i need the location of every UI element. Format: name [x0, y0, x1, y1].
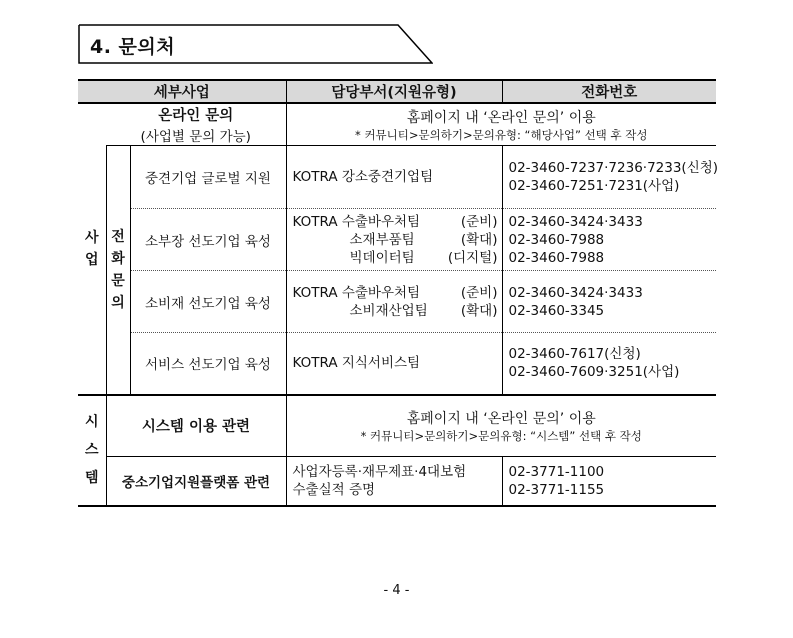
system-dept-line2: * 커뮤니티>문의하기>문의유형: “시스템” 선택 후 작성 — [360, 428, 642, 443]
department-line: 사업자등록·재무제표·4대보험 — [292, 463, 467, 480]
online-business-cell — [106, 103, 286, 146]
phone-number: 02-3460-7609·3251(사업) — [508, 364, 680, 381]
phone-number: 02-3460-3424·3433 — [508, 284, 643, 301]
group-business: 사 업 — [78, 103, 106, 395]
department-cell — [286, 333, 502, 395]
subgroup-phone: 전 화 문 의 — [106, 146, 130, 395]
table-row-online — [78, 103, 716, 146]
department-line: 수출실적 증명 — [292, 481, 376, 498]
table-row-system — [78, 395, 716, 457]
phone-cell — [502, 271, 716, 333]
system-dept-cell — [286, 395, 716, 457]
business-name: 소부장 선도기업 육성 — [130, 209, 286, 271]
header-department: 담당부서(지원유형) — [286, 80, 502, 103]
header-business: 세부사업 — [78, 80, 286, 103]
department-line: KOTRA 강소중견기업팀 — [292, 169, 434, 185]
phone-number: 02-3460-7251·7231(사업) — [508, 178, 680, 194]
group-system: 시 스 템 — [78, 395, 106, 506]
table-header-row — [78, 80, 716, 103]
department-cell — [286, 146, 502, 209]
system-business-name: 시스템 이용 관련 — [106, 395, 286, 457]
phone-cell — [502, 457, 716, 506]
section-title-box — [78, 24, 433, 64]
department-line: KOTRA 수출바우처팀 (준비) — [292, 284, 498, 301]
department-cell — [286, 209, 502, 271]
phone-cell — [502, 333, 716, 395]
business-name: 서비스 선도기업 육성 — [130, 333, 286, 395]
table-row — [78, 457, 716, 506]
phone-number: 02-3460-7988 — [508, 249, 605, 266]
department-line: KOTRA 지식서비스팀 — [292, 355, 421, 372]
phone-cell — [502, 146, 719, 209]
online-subtitle: (사업별 문의 가능) — [140, 129, 251, 145]
phone-cell — [502, 209, 716, 271]
department-line: 소비재산업팀 (확대) — [349, 302, 498, 319]
department-cell — [286, 457, 502, 506]
phone-number: 02-3460-3424·3433 — [508, 213, 643, 230]
contact-table — [78, 79, 719, 507]
header-phone: 전화번호 — [502, 80, 716, 103]
phone-number: 02-3771-1100 — [508, 463, 605, 480]
department-line: 소재부품팀 (확대) — [349, 231, 498, 248]
online-dept-line2: * 커뮤니티>문의하기>문의유형: “해당사업” 선택 후 작성 — [355, 127, 648, 142]
phone-number: 02-3460-7988 — [508, 231, 605, 248]
department-line: 빅데이터팀 (디지털) — [349, 249, 498, 266]
page-number: - 4 - — [383, 583, 410, 598]
department-line: KOTRA 수출바우처팀 (준비) — [292, 213, 498, 230]
system-dept-line1: 홈페이지 내 ‘온라인 문의’ 이용 — [406, 410, 596, 427]
business-name: 중견기업 글로벌 지원 — [130, 146, 286, 209]
phone-number: 02-3460-3345 — [508, 302, 605, 319]
department-cell — [286, 271, 502, 333]
online-dept-cell — [286, 103, 716, 146]
phone-number: 02-3771-1155 — [508, 481, 605, 498]
platform-business-name: 중소기업지원플랫폼 관련 — [106, 457, 286, 506]
table-row — [78, 146, 716, 209]
business-name: 소비재 선도기업 육성 — [130, 271, 286, 333]
table-row — [78, 333, 716, 395]
section-title: 4. 문의처 — [90, 36, 176, 58]
online-dept-line1: 홈페이지 내 ‘온라인 문의’ 이용 — [406, 109, 596, 126]
table-row — [78, 209, 716, 271]
phone-number: 02-3460-7237·7236·7233(신청) — [508, 160, 719, 176]
phone-number: 02-3460-7617(신청) — [508, 346, 641, 363]
online-title: 온라인 문의 — [158, 108, 234, 124]
table-row — [78, 271, 716, 333]
